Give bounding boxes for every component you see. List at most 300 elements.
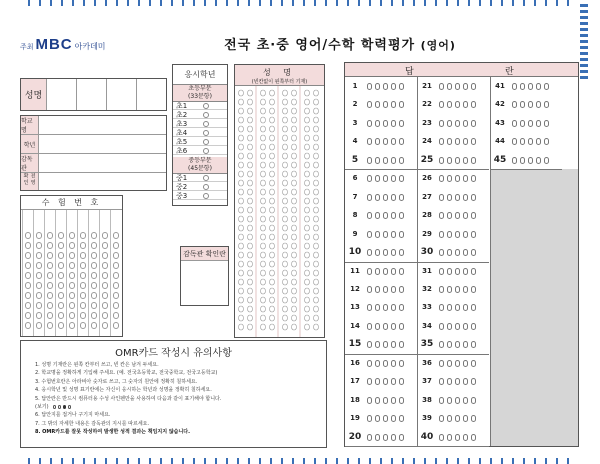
exam-number-bubble[interactable]	[102, 262, 108, 269]
answer-bubble[interactable]	[375, 268, 380, 275]
exam-number-bubble[interactable]	[80, 242, 86, 249]
name-bubble[interactable]	[283, 216, 288, 222]
answer-row[interactable]	[417, 280, 489, 298]
exam-number-bubble[interactable]	[113, 232, 119, 239]
answer-bubble[interactable]	[471, 268, 476, 275]
exam-number-bubble[interactable]	[47, 242, 53, 249]
name-bubble[interactable]	[314, 108, 319, 114]
name-bubble[interactable]	[305, 135, 310, 141]
answer-bubble[interactable]	[528, 83, 533, 90]
name-bubble[interactable]	[261, 117, 266, 123]
name-bubble[interactable]	[305, 126, 310, 132]
answer-bubble[interactable]	[455, 175, 460, 182]
answer-bubble[interactable]	[375, 231, 380, 238]
exam-number-column[interactable]	[44, 210, 55, 336]
answer-bubble[interactable]	[399, 101, 404, 108]
name-bubble[interactable]	[270, 279, 275, 285]
exam-number-column[interactable]	[99, 210, 110, 336]
answer-row[interactable]	[417, 409, 489, 427]
name-cell[interactable]	[136, 79, 166, 110]
name-bubble[interactable]	[239, 297, 244, 303]
answer-options[interactable]	[367, 138, 407, 147]
answer-bubble[interactable]	[367, 101, 372, 108]
answer-bubble[interactable]	[367, 415, 372, 422]
grade-option[interactable]	[173, 111, 227, 119]
name-bubble[interactable]	[305, 216, 310, 222]
name-bubble[interactable]	[314, 252, 319, 258]
exam-number-bubble[interactable]	[80, 252, 86, 259]
answer-row[interactable]	[345, 409, 417, 427]
exam-number-bubble[interactable]	[47, 232, 53, 239]
answer-row[interactable]	[345, 225, 417, 243]
name-bubble[interactable]	[305, 171, 310, 177]
name-bubble[interactable]	[270, 216, 275, 222]
exam-number-bubble[interactable]	[102, 292, 108, 299]
answer-bubble[interactable]	[471, 194, 476, 201]
name-bubble[interactable]	[261, 198, 266, 204]
grade-option[interactable]	[173, 120, 227, 128]
name-bubble[interactable]	[283, 270, 288, 276]
grade-row[interactable]	[21, 135, 166, 154]
supervisor-row[interactable]	[21, 154, 166, 173]
answer-bubble[interactable]	[536, 101, 541, 108]
name-bubble[interactable]	[283, 297, 288, 303]
answer-options[interactable]	[367, 212, 407, 221]
answer-bubble[interactable]	[399, 341, 404, 348]
answer-bubble[interactable]	[536, 83, 541, 90]
exam-number-bubble[interactable]	[102, 232, 108, 239]
answer-bubble[interactable]	[399, 83, 404, 90]
answer-bubble[interactable]	[383, 101, 388, 108]
answer-bubble[interactable]	[463, 268, 468, 275]
name-bubble[interactable]	[248, 144, 253, 150]
answer-bubble[interactable]	[383, 249, 388, 256]
exam-number-bubble[interactable]	[91, 272, 97, 279]
answer-row[interactable]	[345, 391, 417, 409]
answer-bubble[interactable]	[455, 434, 460, 441]
answer-bubble[interactable]	[471, 138, 476, 145]
answer-row[interactable]	[345, 280, 417, 298]
name-bubble[interactable]	[314, 315, 319, 321]
answer-bubble[interactable]	[439, 304, 444, 311]
answer-bubble[interactable]	[463, 341, 468, 348]
answer-bubble[interactable]	[383, 83, 388, 90]
answer-row[interactable]	[345, 95, 417, 113]
answer-row[interactable]	[345, 169, 417, 187]
answer-options[interactable]	[439, 378, 479, 387]
answer-row[interactable]	[345, 354, 417, 372]
name-bubble[interactable]	[314, 99, 319, 105]
name-bubble[interactable]	[261, 99, 266, 105]
exam-number-bubble[interactable]	[58, 322, 64, 329]
exam-number-bubble[interactable]	[58, 272, 64, 279]
answer-bubble[interactable]	[455, 304, 460, 311]
answer-bubble[interactable]	[375, 194, 380, 201]
answer-options[interactable]	[439, 249, 479, 258]
exam-number-bubble[interactable]	[113, 272, 119, 279]
name-bubble[interactable]	[314, 288, 319, 294]
answer-bubble[interactable]	[391, 157, 396, 164]
name-bubble[interactable]	[239, 243, 244, 249]
exam-number-bubble[interactable]	[80, 272, 86, 279]
answer-bubble[interactable]	[367, 268, 372, 275]
name-bubble[interactable]	[239, 135, 244, 141]
answer-row[interactable]	[417, 335, 489, 353]
exam-number-column[interactable]	[22, 210, 33, 336]
answer-row[interactable]	[417, 298, 489, 316]
answer-bubble[interactable]	[367, 83, 372, 90]
answer-bubble[interactable]	[455, 157, 460, 164]
exam-number-bubble[interactable]	[25, 312, 31, 319]
name-bubble[interactable]	[314, 162, 319, 168]
answer-bubble[interactable]	[463, 415, 468, 422]
name-bubble[interactable]	[248, 162, 253, 168]
exam-number-bubble[interactable]	[69, 232, 75, 239]
answer-bubble[interactable]	[367, 304, 372, 311]
answer-bubble[interactable]	[439, 120, 444, 127]
answer-bubble[interactable]	[463, 231, 468, 238]
name-bubble[interactable]	[292, 117, 297, 123]
answer-bubble[interactable]	[391, 101, 396, 108]
answer-row[interactable]	[345, 262, 417, 280]
answer-row[interactable]	[417, 428, 489, 446]
exam-number-bubble[interactable]	[58, 292, 64, 299]
exam-number-bubble[interactable]	[102, 272, 108, 279]
name-bubble[interactable]	[305, 198, 310, 204]
answer-bubble[interactable]	[447, 286, 452, 293]
exam-number-bubble[interactable]	[113, 282, 119, 289]
name-bubble[interactable]	[305, 324, 310, 330]
answer-bubble[interactable]	[455, 138, 460, 145]
name-bubble[interactable]	[239, 189, 244, 195]
answer-bubble[interactable]	[455, 83, 460, 90]
name-bubble[interactable]	[261, 279, 266, 285]
name-bubble[interactable]	[248, 315, 253, 321]
answer-options[interactable]	[367, 415, 407, 424]
answer-bubble[interactable]	[471, 101, 476, 108]
grade-bubble[interactable]	[203, 112, 209, 118]
name-bubble[interactable]	[292, 306, 297, 312]
student-name-bubbles[interactable]	[235, 86, 324, 337]
answer-bubble[interactable]	[399, 268, 404, 275]
answer-options[interactable]	[439, 83, 479, 92]
answer-row[interactable]	[345, 428, 417, 446]
exam-number-bubble[interactable]	[102, 312, 108, 319]
exam-number-bubble[interactable]	[113, 302, 119, 309]
answer-options[interactable]	[367, 360, 407, 369]
grade-bubble[interactable]	[203, 103, 209, 109]
answer-bubble[interactable]	[471, 304, 476, 311]
name-bubble[interactable]	[248, 243, 253, 249]
answer-bubble[interactable]	[528, 157, 533, 164]
answer-bubble[interactable]	[463, 286, 468, 293]
name-bubble[interactable]	[305, 261, 310, 267]
answer-bubble[interactable]	[544, 101, 549, 108]
exam-number-bubble[interactable]	[58, 302, 64, 309]
answer-bubble[interactable]	[463, 212, 468, 219]
answer-options[interactable]	[367, 378, 407, 387]
answer-options[interactable]	[439, 138, 479, 147]
answer-bubble[interactable]	[544, 83, 549, 90]
name-bubble[interactable]	[292, 261, 297, 267]
answer-bubble[interactable]	[463, 157, 468, 164]
name-bubble[interactable]	[292, 90, 297, 96]
answer-bubble[interactable]	[447, 304, 452, 311]
name-bubble[interactable]	[283, 288, 288, 294]
answer-bubble[interactable]	[383, 323, 388, 330]
name-bubble[interactable]	[261, 135, 266, 141]
name-bubble[interactable]	[292, 288, 297, 294]
answer-bubble[interactable]	[375, 341, 380, 348]
answer-row[interactable]	[417, 151, 489, 169]
answer-bubble[interactable]	[399, 378, 404, 385]
name-cell[interactable]	[106, 79, 136, 110]
name-bubble[interactable]	[283, 135, 288, 141]
answer-bubble[interactable]	[439, 397, 444, 404]
name-bubble[interactable]	[239, 171, 244, 177]
answer-bubble[interactable]	[471, 120, 476, 127]
name-bubble[interactable]	[314, 243, 319, 249]
answer-bubble[interactable]	[536, 157, 541, 164]
answer-bubble[interactable]	[399, 304, 404, 311]
name-bubble[interactable]	[239, 153, 244, 159]
name-bubble[interactable]	[248, 306, 253, 312]
name-bubble[interactable]	[292, 225, 297, 231]
answer-bubble[interactable]	[367, 231, 372, 238]
exam-number-bubble[interactable]	[47, 262, 53, 269]
name-bubble[interactable]	[283, 126, 288, 132]
answer-bubble[interactable]	[471, 231, 476, 238]
name-bubble[interactable]	[305, 279, 310, 285]
name-bubble[interactable]	[270, 162, 275, 168]
exam-number-bubble[interactable]	[36, 242, 42, 249]
name-bubble[interactable]	[305, 297, 310, 303]
exam-number-bubble[interactable]	[113, 322, 119, 329]
answer-bubble[interactable]	[471, 415, 476, 422]
answer-bubble[interactable]	[512, 138, 517, 145]
name-bubble[interactable]	[270, 135, 275, 141]
name-bubble[interactable]	[292, 324, 297, 330]
name-bubble-grid[interactable]	[235, 86, 324, 337]
answer-bubble[interactable]	[399, 212, 404, 219]
name-bubble[interactable]	[314, 171, 319, 177]
answer-bubble[interactable]	[391, 378, 396, 385]
answer-row[interactable]	[417, 95, 489, 113]
answer-bubble[interactable]	[544, 157, 549, 164]
answer-bubble[interactable]	[455, 415, 460, 422]
answer-bubble[interactable]	[455, 341, 460, 348]
name-bubble[interactable]	[292, 189, 297, 195]
exam-number-bubble[interactable]	[58, 252, 64, 259]
name-bubble[interactable]	[239, 144, 244, 150]
name-bubble[interactable]	[292, 270, 297, 276]
name-bubble[interactable]	[314, 297, 319, 303]
answer-bubble[interactable]	[528, 120, 533, 127]
exam-number-bubble[interactable]	[47, 292, 53, 299]
exam-number-column[interactable]	[88, 210, 99, 336]
answer-bubble[interactable]	[399, 231, 404, 238]
name-bubble[interactable]	[270, 189, 275, 195]
answer-bubble[interactable]	[520, 157, 525, 164]
name-bubble[interactable]	[305, 162, 310, 168]
exam-number-bubble[interactable]	[69, 262, 75, 269]
answer-options[interactable]	[367, 397, 407, 406]
answer-bubble[interactable]	[439, 175, 444, 182]
exam-number-bubble[interactable]	[25, 252, 31, 259]
name-bubble[interactable]	[270, 207, 275, 213]
name-bubble[interactable]	[270, 144, 275, 150]
exam-number-bubble[interactable]	[91, 262, 97, 269]
name-bubble[interactable]	[248, 324, 253, 330]
answer-bubble[interactable]	[375, 138, 380, 145]
name-bubble[interactable]	[261, 180, 266, 186]
answer-bubble[interactable]	[399, 175, 404, 182]
answer-row[interactable]	[345, 206, 417, 224]
answer-bubble[interactable]	[367, 323, 372, 330]
name-bubble[interactable]	[283, 117, 288, 123]
name-bubble[interactable]	[270, 153, 275, 159]
name-bubble[interactable]	[239, 315, 244, 321]
exam-number-bubble[interactable]	[47, 252, 53, 259]
exam-number-bubble[interactable]	[80, 312, 86, 319]
answer-row[interactable]	[417, 132, 489, 150]
answer-options[interactable]	[439, 434, 479, 443]
name-bubble[interactable]	[283, 144, 288, 150]
answer-bubble[interactable]	[391, 212, 396, 219]
name-bubble[interactable]	[305, 288, 310, 294]
answer-bubble[interactable]	[383, 360, 388, 367]
answer-options[interactable]	[439, 120, 479, 129]
name-bubble[interactable]	[283, 315, 288, 321]
name-bubble[interactable]	[248, 216, 253, 222]
answer-bubble[interactable]	[391, 341, 396, 348]
answer-bubble[interactable]	[536, 138, 541, 145]
name-bubble[interactable]	[305, 270, 310, 276]
answer-bubble[interactable]	[439, 231, 444, 238]
exam-number-bubble[interactable]	[58, 242, 64, 249]
name-bubble[interactable]	[305, 180, 310, 186]
answer-bubble[interactable]	[399, 434, 404, 441]
answer-bubble[interactable]	[367, 397, 372, 404]
name-bubble[interactable]	[261, 261, 266, 267]
answer-row[interactable]	[417, 188, 489, 206]
name-bubble[interactable]	[261, 234, 266, 240]
name-cell[interactable]	[76, 79, 106, 110]
name-bubble[interactable]	[261, 252, 266, 258]
answer-bubble[interactable]	[383, 378, 388, 385]
exam-number-bubble[interactable]	[80, 282, 86, 289]
name-bubble[interactable]	[283, 99, 288, 105]
name-bubble[interactable]	[270, 90, 275, 96]
answer-bubble[interactable]	[375, 249, 380, 256]
answer-bubble[interactable]	[439, 138, 444, 145]
name-bubble[interactable]	[292, 279, 297, 285]
name-bubble[interactable]	[248, 252, 253, 258]
name-bubble[interactable]	[314, 216, 319, 222]
exam-number-bubble[interactable]	[36, 282, 42, 289]
name-bubble[interactable]	[283, 261, 288, 267]
answer-options[interactable]	[367, 231, 407, 240]
name-bubble[interactable]	[270, 198, 275, 204]
exam-number-bubble[interactable]	[91, 282, 97, 289]
name-bubble[interactable]	[283, 207, 288, 213]
school-row[interactable]	[21, 116, 166, 135]
answer-bubble[interactable]	[439, 341, 444, 348]
answer-bubble[interactable]	[447, 157, 452, 164]
answer-bubble[interactable]	[471, 212, 476, 219]
answer-options[interactable]	[367, 194, 407, 203]
answer-options[interactable]	[439, 323, 479, 332]
answer-bubble[interactable]	[399, 323, 404, 330]
answer-bubble[interactable]	[455, 231, 460, 238]
answer-bubble[interactable]	[463, 378, 468, 385]
answer-bubble[interactable]	[383, 212, 388, 219]
answer-bubble[interactable]	[471, 323, 476, 330]
answer-bubble[interactable]	[447, 360, 452, 367]
name-bubble[interactable]	[283, 198, 288, 204]
answer-bubble[interactable]	[391, 83, 396, 90]
name-bubble[interactable]	[261, 153, 266, 159]
answer-bubble[interactable]	[447, 231, 452, 238]
name-bubble[interactable]	[261, 216, 266, 222]
answer-bubble[interactable]	[439, 286, 444, 293]
answer-row[interactable]	[417, 317, 489, 335]
exam-number-column[interactable]	[77, 210, 88, 336]
grade-bubble[interactable]	[203, 175, 209, 181]
name-bubble[interactable]	[292, 180, 297, 186]
answer-bubble[interactable]	[383, 397, 388, 404]
answer-bubble[interactable]	[383, 120, 388, 127]
answer-bubble[interactable]	[439, 360, 444, 367]
answer-bubble[interactable]	[375, 120, 380, 127]
name-bubble[interactable]	[292, 135, 297, 141]
name-bubble[interactable]	[292, 126, 297, 132]
answer-bubble[interactable]	[439, 212, 444, 219]
name-bubble[interactable]	[292, 198, 297, 204]
answer-bubble[interactable]	[536, 120, 541, 127]
answer-options[interactable]	[512, 101, 552, 110]
exam-number-bubble[interactable]	[36, 322, 42, 329]
answer-options[interactable]	[512, 138, 552, 147]
answer-row[interactable]	[345, 77, 417, 95]
answer-bubble[interactable]	[399, 249, 404, 256]
exam-number-bubble[interactable]	[80, 262, 86, 269]
name-bubble[interactable]	[239, 90, 244, 96]
answer-bubble[interactable]	[471, 341, 476, 348]
answer-options[interactable]	[439, 194, 479, 203]
name-bubble[interactable]	[314, 117, 319, 123]
name-bubble[interactable]	[305, 252, 310, 258]
name-bubble[interactable]	[305, 306, 310, 312]
answer-bubble[interactable]	[375, 101, 380, 108]
name-bubble[interactable]	[248, 261, 253, 267]
answer-options[interactable]	[367, 157, 407, 166]
answer-row[interactable]	[345, 243, 417, 261]
answer-options[interactable]	[439, 286, 479, 295]
answer-bubble[interactable]	[383, 341, 388, 348]
name-bubble[interactable]	[314, 324, 319, 330]
answer-bubble[interactable]	[471, 286, 476, 293]
answer-row[interactable]	[345, 188, 417, 206]
answer-bubble[interactable]	[383, 194, 388, 201]
answer-row[interactable]	[417, 169, 489, 187]
answer-bubble[interactable]	[391, 286, 396, 293]
name-bubble[interactable]	[239, 252, 244, 258]
name-bubble[interactable]	[270, 297, 275, 303]
name-bubble[interactable]	[314, 234, 319, 240]
answer-bubble[interactable]	[391, 138, 396, 145]
name-bubble[interactable]	[270, 306, 275, 312]
